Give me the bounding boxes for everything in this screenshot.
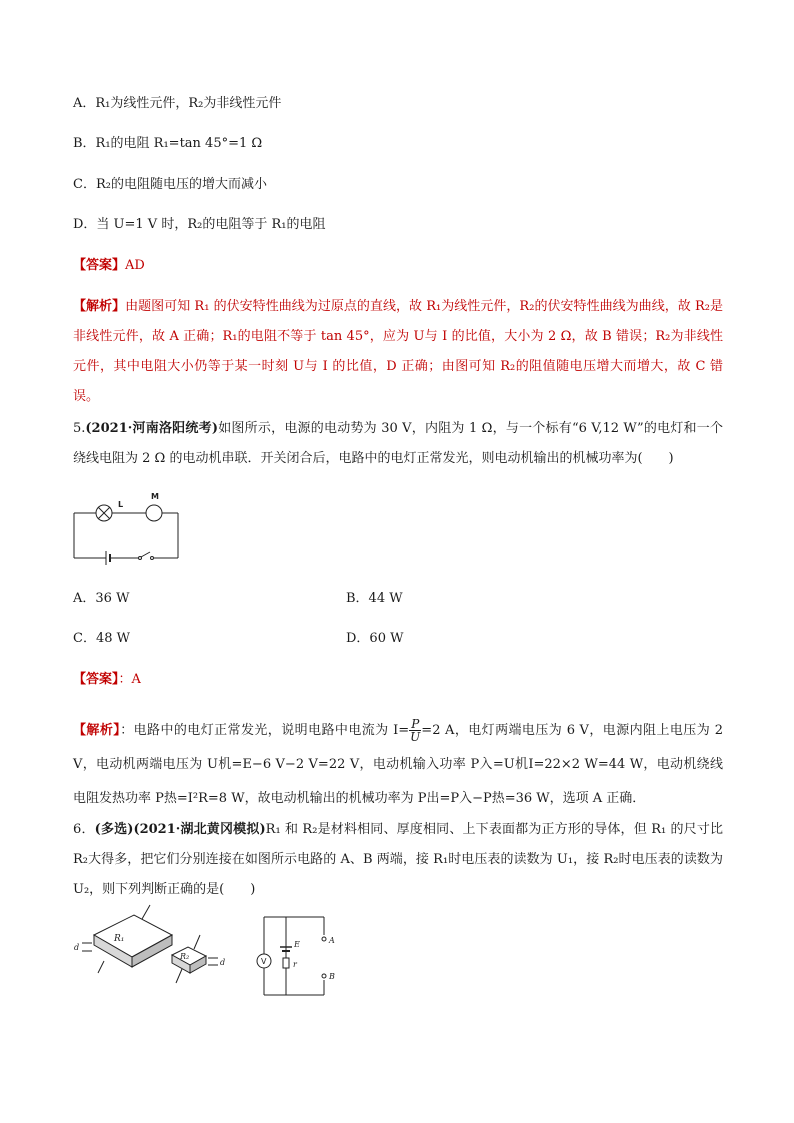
analysis-text: 由题图可知 R₁ 的伏安特性曲线为过原点的直线，故 R₁为线性元件，R₂的伏安特性曲线为曲线，故 R₂是非线性元件，故 A 正确；R₁的电阻不等于 tan 45°，应为 U与 I 的比值，大小为 2 Ω，故 B 错误；R₂为非线性元件，其中电阻大小仍等于某一时刻 U与 I 的比值，D 正确；由图可知 R₂的阻值随电压增大而增大，故 C 错误。: [73, 299, 723, 404]
q5-option-c: C．48 W: [73, 631, 130, 646]
q4-option-d: D．当 U=1 V 时，R₂的电阻等于 R₁的电阻: [73, 217, 326, 232]
q4-option-a: A．R₁为线性元件，R₂为非线性元件: [73, 96, 282, 111]
q5-option-a: A．36 W: [73, 591, 130, 606]
question-number: 6．: [73, 822, 95, 837]
q4-option-c: C．R₂的电阻随电压的增大而减小: [73, 177, 267, 192]
question-text: R₁ 和 R₂是材料相同、厚度相同、上下表面都为正方形的导体，但 R₁ 的尺寸比 R₂大得多，把它们分别连接在如图所示电路的 A、B 两端，接 R₁时电压表的读数为 U₁，接 R₂时电压表的读数为 U₂，则下列判断正确的是( ): [73, 822, 724, 897]
question-number: 5.: [73, 421, 86, 436]
lamp-label: L: [118, 500, 124, 509]
fraction-numerator: P: [409, 718, 421, 731]
q4-answer: [73, 257, 145, 275]
motor-label: M: [151, 492, 159, 501]
answer-value: ：A: [118, 672, 141, 687]
analysis-text-2: =2 A，电灯两端电压为 6 V，电源内阻上电压为 2 V，电动机两端电压为 U机=E−6 V−2 V=22 V，电动机输入功率 P入=U机I=22×2 W=44 W，电动机绕线电阻发热功率 P热=I²R=8 W，故电动机输出的机械功率为 P出=P入−P热=36 W，选项 A 正确．: [73, 723, 723, 806]
question-text: 如图所示，电源的电动势为 30 V，内阻为 1 Ω，与一个标有“6 V,12 W”的电灯和一个绕线电阻为 2 Ω 的电动机串联．开关闭合后，电路中的电灯正常发光，则电动机输出的机械功率为( ): [73, 421, 723, 466]
q5-answer: [73, 671, 141, 689]
q4-analysis: [73, 292, 723, 412]
question-tag: (多选)(2021·湖北黄冈模拟): [94, 822, 266, 837]
q6-stem: [73, 815, 723, 905]
r2-label: R₂: [180, 952, 190, 961]
motor-symbol: [146, 505, 162, 521]
q5-circuit-diagram: [72, 488, 182, 563]
d-label-left: d: [74, 943, 80, 952]
emf-label: E: [294, 940, 300, 949]
answer-value: AD: [125, 258, 145, 273]
r1-label: R₁: [114, 934, 125, 944]
q5-analysis: [73, 714, 723, 816]
q4-option-b: B．R₁的电阻 R₁=tan 45°=1 Ω: [73, 136, 263, 151]
q5-stem: [73, 414, 723, 474]
voltmeter-label: V: [261, 957, 267, 966]
analysis-colon: ：: [120, 723, 134, 738]
internal-resistance-label: r: [293, 960, 297, 969]
terminal-a-label: A: [329, 936, 335, 945]
question-source: (2021·河南洛阳统考): [85, 421, 218, 436]
answer-label: 【答案】: [73, 672, 119, 687]
answer-label: 【答案】: [73, 258, 126, 273]
q5-option-d: D．60 W: [346, 631, 404, 646]
analysis-label: 【解析】: [73, 723, 121, 738]
analysis-text-1: 电路中的电灯正常发光，说明电路中电流为 I=: [133, 723, 410, 738]
analysis-label: 【解析】: [73, 299, 126, 314]
fraction-denominator: U: [410, 730, 421, 744]
d-label-right: d: [220, 958, 226, 967]
fraction: [409, 718, 421, 743]
terminal-b-label: B: [329, 972, 335, 981]
q5-option-b: B．44 W: [346, 591, 403, 606]
q6-conductor-figure: [72, 905, 432, 1015]
